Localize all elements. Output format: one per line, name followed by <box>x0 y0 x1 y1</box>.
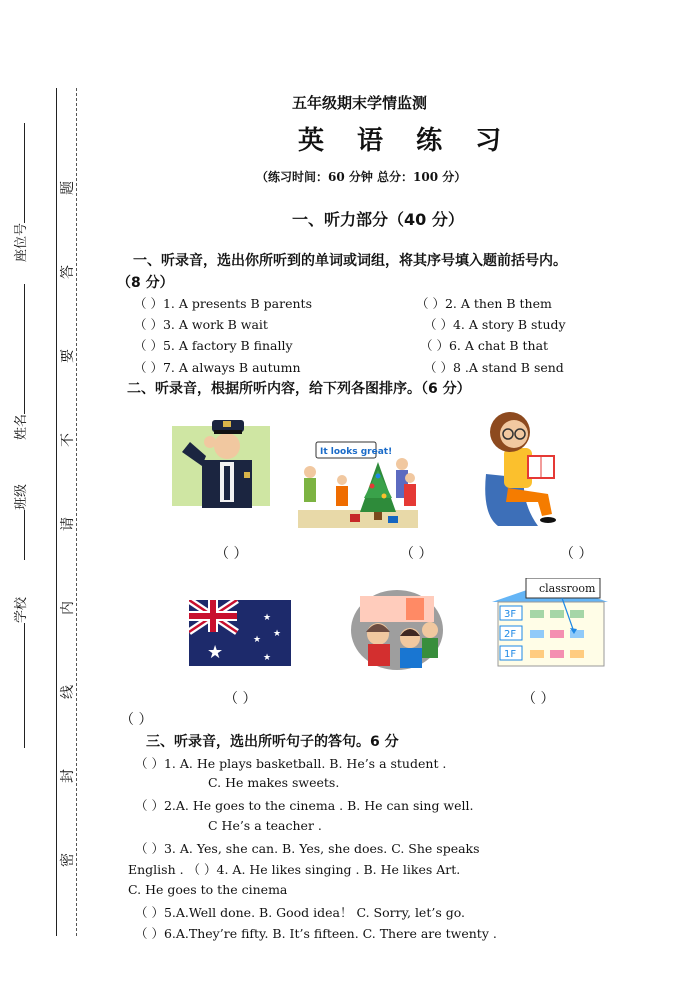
svg-text:★: ★ <box>207 642 224 663</box>
question-item: （ ）5. A factory B finally <box>134 338 293 353</box>
seal-char: 内 <box>60 601 76 615</box>
cinema-family-picture <box>350 588 444 672</box>
svg-text:★: ★ <box>253 635 262 645</box>
answer-blank[interactable]: （ ） <box>215 546 248 562</box>
question-item: （ ）7. A always B autumn <box>134 360 301 375</box>
classroom-label: classroom <box>539 582 596 595</box>
svg-text:★: ★ <box>273 629 282 639</box>
question-item: （ ）8 .A stand B send <box>424 360 564 375</box>
seal-char: 题 <box>60 181 76 195</box>
seal-char: 答 <box>60 265 76 279</box>
svg-text:★: ★ <box>263 653 272 663</box>
question-item: （ ）1. A presents B parents <box>134 296 312 311</box>
seal-char: 线 <box>60 685 76 699</box>
girl-reading-picture <box>478 404 564 532</box>
police-officer-picture <box>172 412 270 508</box>
australia-flag-picture <box>189 600 291 666</box>
seal-char: 不 <box>60 433 76 447</box>
seal-char: 请 <box>60 517 76 531</box>
name-blank[interactable] <box>24 284 25 414</box>
question-item: （ ）3. A work B wait <box>134 317 268 332</box>
answer-blank[interactable]: （ ） <box>120 712 153 728</box>
class-blank[interactable] <box>24 510 25 560</box>
floor-label: 1F <box>504 649 517 660</box>
seat-blank[interactable] <box>24 123 25 223</box>
school-blank[interactable] <box>24 623 25 748</box>
answer-blank[interactable]: （ ） <box>400 546 433 562</box>
seat-label: 座位号 <box>14 222 29 262</box>
svg-text:★: ★ <box>263 613 272 623</box>
school-field <box>10 597 29 748</box>
answer-line: English . （ ）4. A. He likes singing . B. He likes Art. <box>128 862 461 877</box>
answer-blank[interactable]: （ ） <box>522 691 555 707</box>
section3-heading: 三、听录音，选出所听句子的答句。6 分 <box>146 734 399 750</box>
school-building-picture <box>490 578 620 668</box>
school-label: 学校 <box>14 596 29 623</box>
answer-blank[interactable]: （ ） <box>224 691 257 707</box>
name-label: 姓名 <box>14 413 29 440</box>
section1-score: （8 分） <box>117 275 174 291</box>
seal-char: 封 <box>60 769 76 783</box>
answer-blank[interactable]: （ ） <box>560 546 593 562</box>
question-item: （ ）6. A chat B that <box>420 338 549 353</box>
question-item: （ ）2. A then B them <box>416 296 552 311</box>
answer-line: C. He goes to the cinema <box>128 882 288 897</box>
answer-line: （ ）3. A. Yes, she can. B. Yes, she does. C. She speaks <box>135 841 480 856</box>
class-label: 班级 <box>14 483 29 510</box>
seal-char: 密 <box>60 853 76 867</box>
answer-line: （ ）6.A.They’re fifty. B. It’s fifteen. C. There are twenty . <box>135 926 497 941</box>
section2-heading: 二、听录音，根据所听内容，给下列各图排序。（6 分） <box>127 381 471 397</box>
binding-line-dashed <box>76 88 77 936</box>
seat-number-field <box>10 123 29 262</box>
binding-line-left <box>56 88 57 936</box>
class-field <box>10 484 29 560</box>
name-field <box>10 284 29 440</box>
answer-line: （ ）1. A. He plays basketball. B. He’s a student . <box>135 756 447 771</box>
answer-line: C. He makes sweets. <box>208 775 340 790</box>
exam-info: （练习时间：60 分钟 总分：100 分） <box>256 170 467 184</box>
seal-char: 要 <box>60 349 76 363</box>
floor-label: 2F <box>504 629 517 640</box>
floor-label: 3F <box>504 609 517 620</box>
question-item: （ ）4. A story B study <box>424 317 566 332</box>
answer-line: （ ）5.A.Well done. B. Good idea！ C. Sorry, let’s go. <box>135 905 465 920</box>
speech-bubble-text: It looks great! <box>320 447 393 457</box>
answer-line: C He’s a teacher . <box>208 818 322 833</box>
section1-heading: 一、听录音，选出你所听到的单词或词组，将其序号填入题前括号内。 <box>133 253 567 269</box>
christmas-family-picture <box>298 440 418 528</box>
answer-line: （ ）2.A. He goes to the cinema . B. He can sing well. <box>135 798 474 813</box>
exam-title: 英 语 练 习 <box>298 126 514 156</box>
part-heading: 一、听力部分（40 分） <box>292 210 464 229</box>
exam-subtitle: 五年级期末学情监测 <box>292 94 428 112</box>
